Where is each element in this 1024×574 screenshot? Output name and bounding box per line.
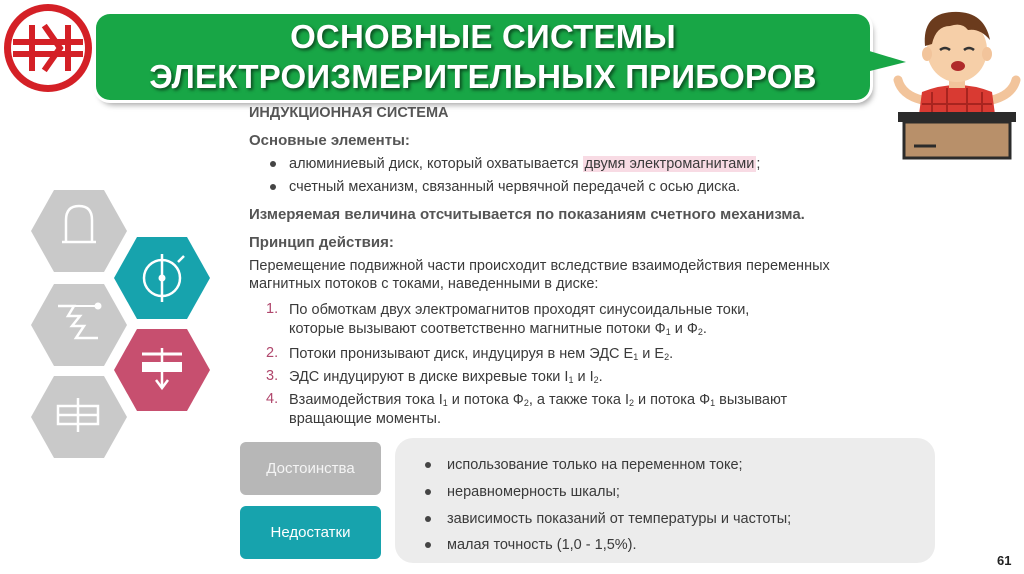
step-1-text: и Ф <box>670 321 698 337</box>
hexagon-cluster <box>28 186 218 464</box>
hex-electrostatic-icon <box>31 376 127 458</box>
page-number: 61 <box>997 553 1012 568</box>
step-3-text: . <box>598 369 603 385</box>
subscript: 1 <box>442 398 448 408</box>
hex-electrodynamic-icon <box>114 237 210 319</box>
bullet-disk-end: ; <box>756 156 761 172</box>
bullet-dot <box>270 161 276 167</box>
bullet-dot <box>425 462 431 468</box>
title-banner <box>96 14 870 100</box>
step-number: 2. <box>266 345 279 361</box>
step-4-text: и потока Ф <box>634 392 711 408</box>
advantages-button[interactable]: Достоинства <box>240 442 381 495</box>
principle-heading: Принцип действия: <box>249 234 394 251</box>
step-2-text: . <box>669 346 674 362</box>
bullet-disk-text: алюминиевый диск, который охватывается <box>289 156 583 172</box>
step-3 <box>289 368 603 389</box>
highlight-electromagnets: двумя электромагнитами <box>584 156 755 172</box>
logo-icon <box>2 2 94 94</box>
step-2-text: Потоки пронизывают диск, индуцируя в нем ЭДС Е <box>289 346 634 362</box>
principle-text-line-1: Перемещение подвижной части происходит вследствие взаимодействия переменных <box>249 258 830 274</box>
step-4-line-1 <box>289 391 787 412</box>
subscript: 2 <box>697 327 703 337</box>
subscript: 1 <box>568 375 574 385</box>
step-3-text: ЭДС индуцируют в диске вихревые токи I <box>289 369 569 385</box>
subscript: 2 <box>664 352 670 362</box>
feature-item: использование только на переменном токе; <box>447 457 743 473</box>
system-title: ИНДУКЦИОННАЯ СИСТЕМА <box>249 105 449 121</box>
subscript: 2 <box>593 375 599 385</box>
step-2-text: и Е <box>638 346 665 362</box>
step-number: 1. <box>266 301 279 317</box>
step-3-text: и I <box>573 369 594 385</box>
bullet-dot <box>270 184 276 190</box>
subscript: 2 <box>523 398 529 408</box>
disadvantages-button[interactable]: Недостатки <box>240 506 381 559</box>
step-number: 3. <box>266 368 279 384</box>
step-4-text: Взаимодействия тока I <box>289 392 443 408</box>
title-line-2: ЭЛЕКТРОИЗМЕРИТЕЛЬНЫХ ПРИБОРОВ <box>149 58 817 95</box>
step-1-line-2 <box>289 320 707 341</box>
bullet-counter: счетный механизм, связанный червячной передачей с осью диска. <box>289 179 741 195</box>
step-2 <box>289 345 673 366</box>
bullet-disk <box>289 155 760 173</box>
subscript: 1 <box>665 327 671 337</box>
principle-text-line-2: магнитных потоков с токами, наведенными в диске: <box>249 276 599 292</box>
hex-magnetoelectric-icon <box>31 190 127 272</box>
elements-heading: Основные элементы: <box>249 132 410 149</box>
hex-induction-icon <box>114 329 210 411</box>
step-number: 4. <box>266 391 279 407</box>
measure-text: Измеряемая величина отсчитывается по показаниям счетного механизма. <box>249 206 805 223</box>
teacher-illustration <box>892 0 1022 160</box>
title-line-1: ОСНОВНЫЕ СИСТЕМЫ <box>290 18 676 55</box>
step-1-text: . <box>702 321 707 337</box>
feature-item: неравномерность шкалы; <box>447 484 620 500</box>
step-4-text: и потока Ф <box>447 392 524 408</box>
step-4-line-2: вращающие моменты. <box>289 411 441 427</box>
bullet-dot <box>425 516 431 522</box>
step-1-text: которые вызывают соответственно магнитные потоки Ф <box>289 321 666 337</box>
features-panel <box>395 438 935 563</box>
step-4-text: , а также тока I <box>528 392 629 408</box>
subscript: 2 <box>629 398 635 408</box>
feature-item: зависимость показаний от температуры и частоты; <box>447 511 792 527</box>
feature-item: малая точность (1,0 - 1,5%). <box>447 537 637 553</box>
hex-thermal-icon <box>31 284 127 366</box>
bullet-dot <box>425 542 431 548</box>
subscript: 1 <box>710 398 716 408</box>
subscript: 1 <box>633 352 639 362</box>
bullet-dot <box>425 489 431 495</box>
step-1-line-1: По обмоткам двух электромагнитов проходят синусоидальные токи, <box>289 302 750 318</box>
step-4-text: вызывают <box>715 392 788 408</box>
